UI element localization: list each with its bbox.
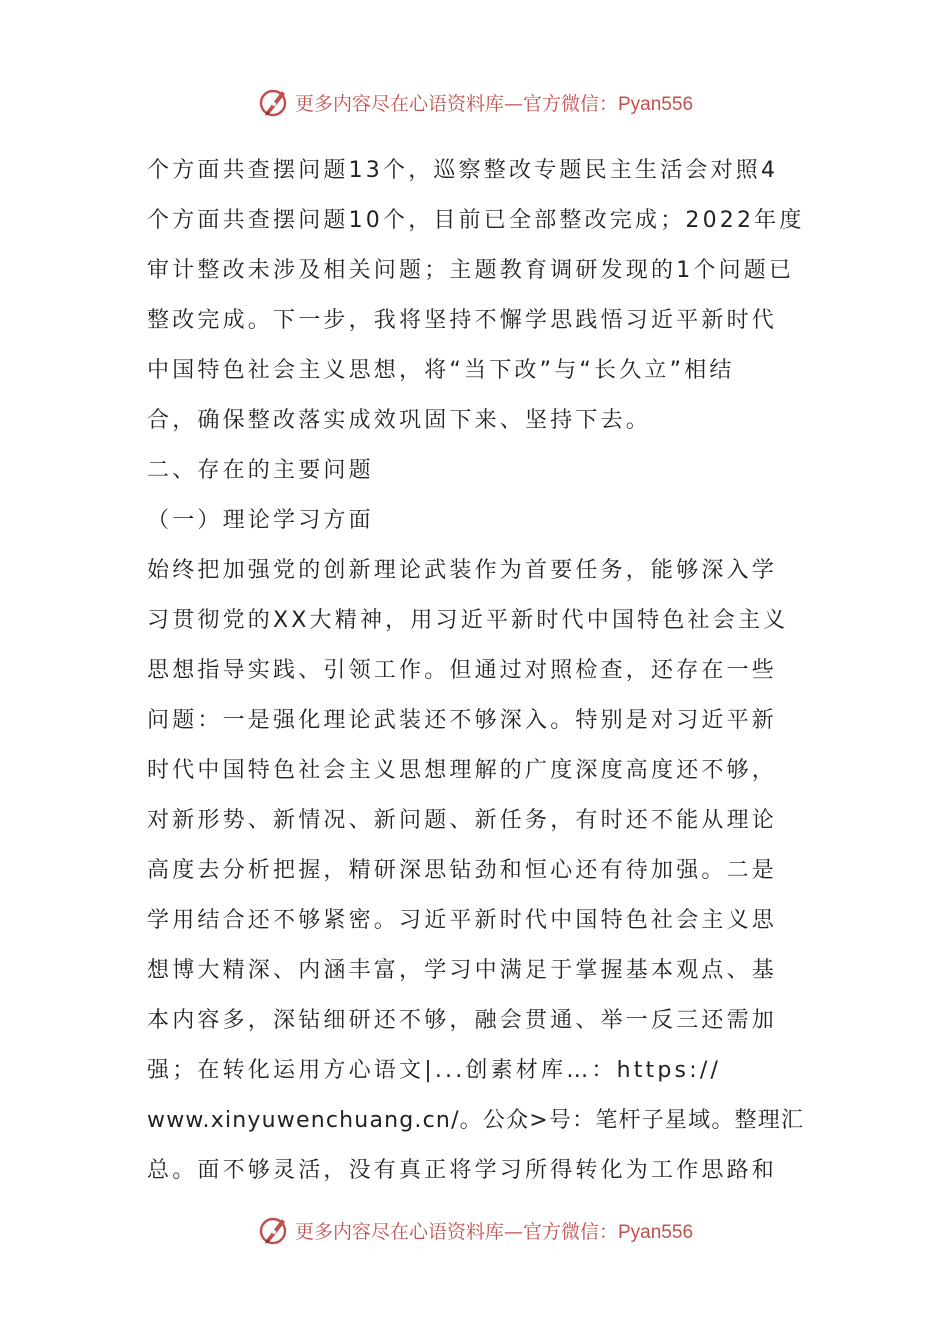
body-line: 时代中国特色社会主义思想理解的广度深度高度还不够， — [147, 758, 778, 783]
watermark-text — [295, 1217, 693, 1244]
subsection-heading: （一）理论学习方面 — [147, 508, 374, 533]
body-line: 个方面共查摆问题13个，巡察整改专题民主生活会对照4 — [147, 158, 779, 183]
watermark-slogan: 更多内容尽在心语资料库—官方微信： — [294, 1220, 618, 1243]
body-line: 审计整改未涉及相关问题；主题教育调研发现的1个问题已 — [147, 258, 795, 283]
body-line: 问题：一是强化理论武装还不够深入。特别是对习近平新 — [147, 708, 778, 733]
body-line: 想博大精深、内涵丰富，学习中满足于掌握基本观点、基 — [147, 958, 778, 983]
wechat-id: Pyan556 — [618, 93, 694, 115]
section-heading: 二、存在的主要问题 — [147, 458, 374, 483]
watermark-banner-top — [0, 82, 950, 122]
body-line: 学用结合还不够紧密。习近平新时代中国特色社会主义思 — [147, 908, 778, 933]
body-line-with-url: www.xinyuwenchuang.cn/。公众>号：笔杆子星域。整理汇 — [147, 1108, 805, 1133]
body-line: 习贯彻党的XX大精神，用习近平新时代中国特色社会主义 — [147, 608, 789, 633]
pen-logo-icon — [257, 85, 291, 119]
watermark-slogan: 更多内容尽在心语资料库—官方微信： — [294, 92, 618, 115]
body-line: 高度去分析把握，精研深思钻劲和恒心还有待加强。二是 — [147, 858, 778, 883]
body-line: 对新形势、新情况、新问题、新任务，有时还不能从理论 — [147, 808, 778, 833]
body-line: 整改完成。下一步，我将坚持不懈学思践悟习近平新时代 — [147, 308, 778, 333]
body-line-with-link: 强；在转化运用方心语文|...创素材库…：https:// — [147, 1058, 722, 1083]
body-line: 始终把加强党的创新理论武装作为首要任务，能够深入学 — [147, 558, 778, 583]
body-line: 中国特色社会主义思想，将“当下改”与“长久立”相结 — [147, 358, 735, 383]
body-line: 本内容多，深钻细研还不够，融会贯通、举一反三还需加 — [147, 1008, 778, 1033]
body-line: 思想指导实践、引领工作。但通过对照检查，还存在一些 — [147, 658, 778, 683]
body-line: 个方面共查摆问题10个，目前已全部整改完成；2022年度 — [147, 208, 805, 233]
watermark-text — [295, 89, 693, 116]
body-line: 合，确保整改落实成效巩固下来、坚持下去。 — [147, 408, 652, 433]
wechat-id: Pyan556 — [618, 1221, 694, 1243]
pen-logo-icon — [257, 1213, 291, 1247]
watermark-banner-bottom — [0, 1210, 950, 1250]
document-body — [147, 146, 807, 1196]
body-line: 总。面不够灵活，没有真正将学习所得转化为工作思路和 — [147, 1158, 778, 1183]
